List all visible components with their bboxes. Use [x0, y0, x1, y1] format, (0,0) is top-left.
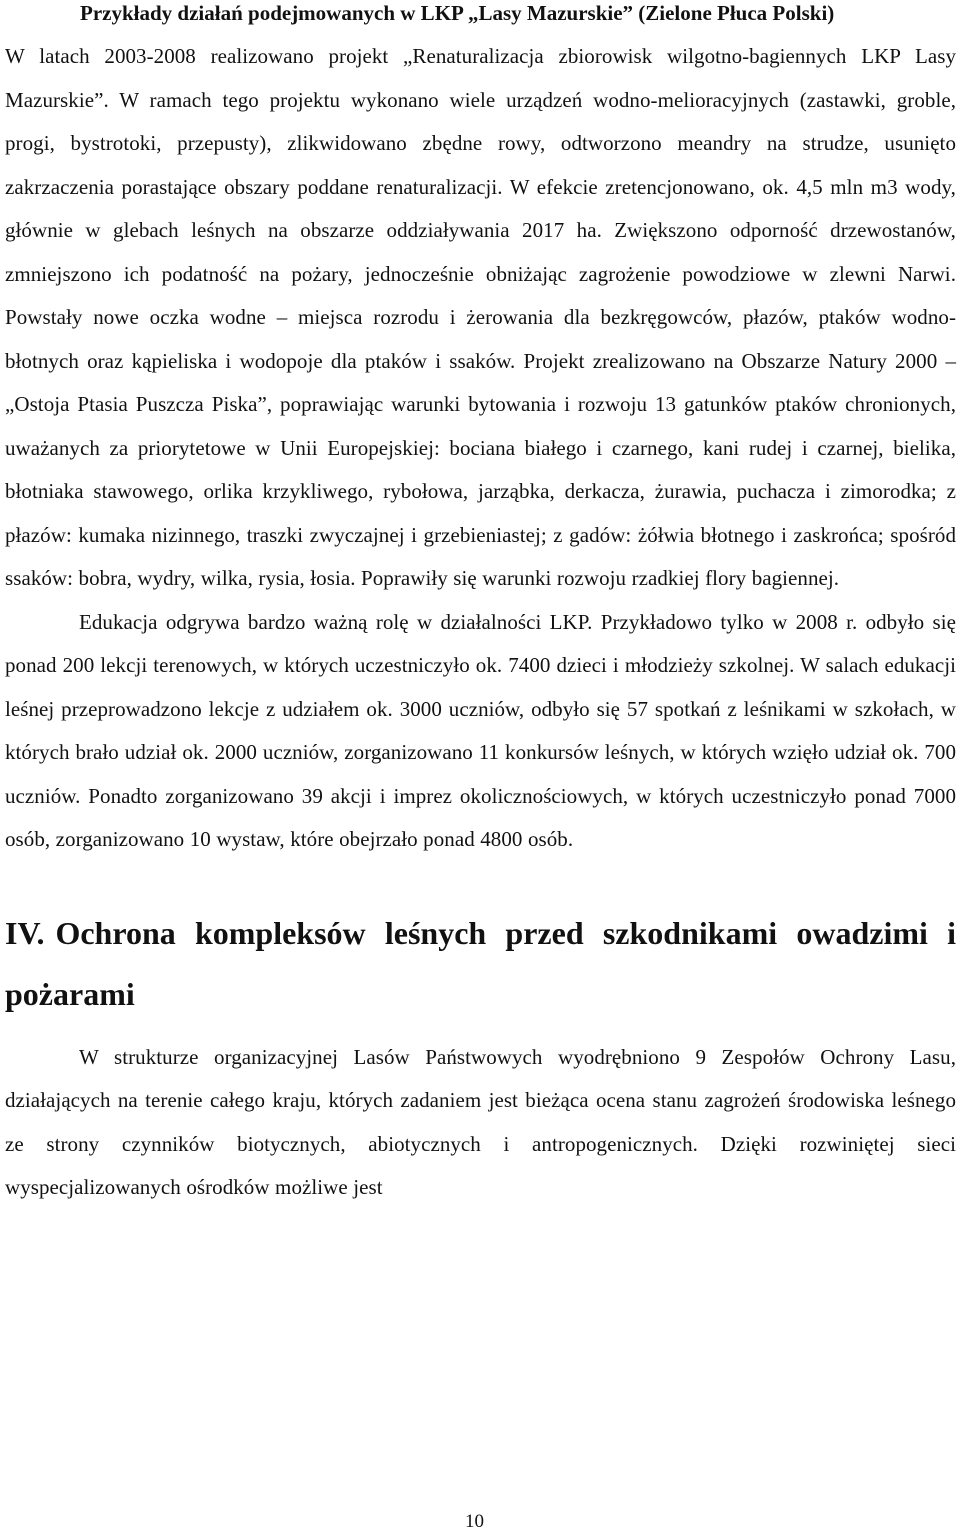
chapter-number: IV. — [5, 914, 45, 951]
page-number: 10 — [465, 1511, 484, 1532]
project-paragraph: W latach 2003-2008 realizowano projekt „Renaturalizacja zbiorowisk wilgotno-bagiennych LKP Lasy Mazurskie”. W ramach tego projektu wykonano wiele urządzeń wodno-melioracyjnych (zastawki, groble, progi, bystrotoki, przepusty), zlikwidowano zbędne rowy, odtworzono meandry na strudze, usunięto zakrzaczenia porastające obszary poddane renaturalizacji. W efekcie zretencjonowano, ok. 4,5 mln m3 wody, głównie w glebach leśnych na obszarze oddziaływania 2017 ha. Zwiększono odporność drzewostanów, zmniejszono ich podatność na pożary, jednocześnie obniżając zagrożenie powodziowe w zlewni Narwi. Powstały nowe oczka wodne – miejsca rozrodu i żerowania dla bezkręgowców, płazów, ptaków wodno-błotnych oraz kąpieliska i wodopoje dla ptaków i ssaków. Projekt zrealizowano na Obszarze Natury 2000 – „Ostoja Ptasia Puszcza Piska”, poprawiając warunki bytowania i rozwoju 13 gatunków ptaków chronionych, uważanych za priorytetowe w Unii Europejskiej: bociana białego i czarnego, kani rudej i czarnej, bielika, błotniaka stawowego, orlika krzykliwego, rybołowa, jarząbka, derkacza, żurawia, puchacza i zimorodka; z płazów: kumaka nizinnego, traszki zwyczajnej i grzebieniastej; z gadów: żółwia błotnego i zaskrońca; spośród ssaków: bobra, wydry, wilka, rysia, łosia. Poprawiły się warunki rozwoju rzadkiej flory bagiennej. — [5, 44, 956, 590]
chapter-title: Ochrona kompleksów leśnych przed szkodnikami owadzimi i pożarami — [5, 914, 956, 1012]
chapter-paragraph: W strukturze organizacyjnej Lasów Państwowych wyodrębniono 9 Zespołów Ochrony Lasu, działających na terenie całego kraju, których zadaniem jest bieżąca ocena stanu zagrożeń środowiska leśnego ze strony czynników biotycznych, abiotycznych i antropogenicznych. Dzięki rozwiniętej sieci wyspecjalizowanych ośrodków możliwe jest — [5, 1044, 956, 1199]
document-content — [5, 0, 956, 1210]
section-heading: Przykłady działań podejmowanych w LKP „Lasy Mazurskie” (Zielone Płuca Polski) — [80, 1, 835, 25]
education-paragraph: Edukacja odgrywa bardzo ważną rolę w działalności LKP. Przykładowo tylko w 2008 r. odbyło się ponad 200 lekcji terenowych, w których uczestniczyło ok. 7400 dzieci i młodzieży szkolnej. W salach edukacji leśnej przeprowadzono lekcje z udziałem ok. 3000 uczniów, odbyło się 57 spotkań z leśnikami w szkołach, w których brało udział ok. 2000 uczniów, zorganizowano 11 konkursów leśnych, w których wzięło udział ok. 700 uczniów. Ponadto zorganizowano 39 akcji i imprez okolicznościowych, w których uczestniczyło ponad 7000 osób, zorganizowano 10 wystaw, które obejrzało ponad 4800 osób. — [5, 609, 956, 851]
chapter-heading — [5, 903, 956, 1025]
